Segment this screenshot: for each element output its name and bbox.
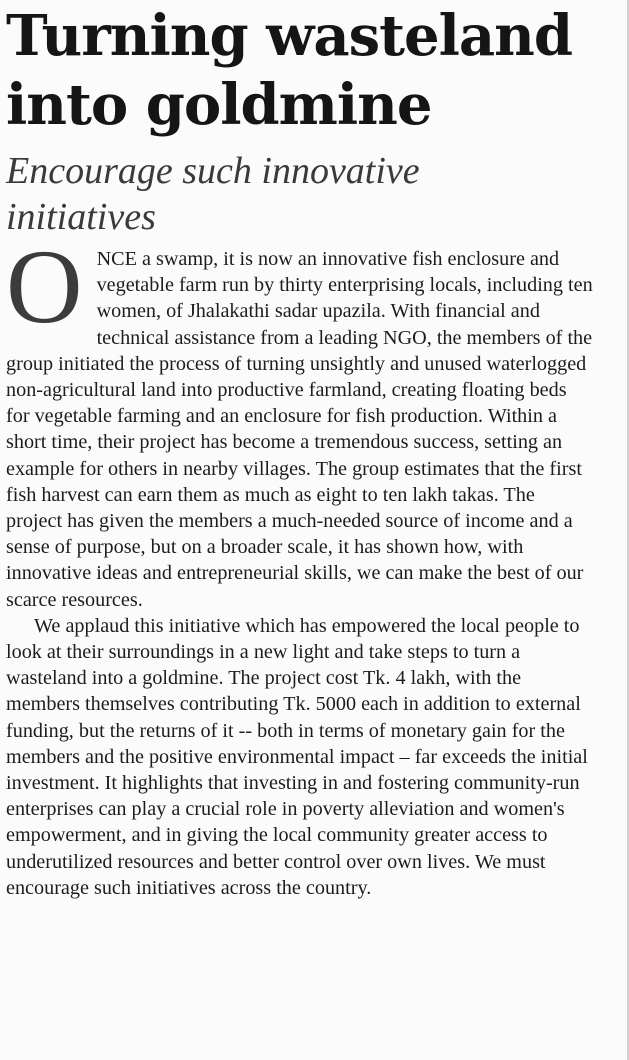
drop-cap: O — [6, 228, 83, 345]
headline: Turning wasteland into goldmine — [6, 3, 573, 138]
paragraph-1-text: NCE a swamp, it is now an innovative fish enclosure and vegetable farm run by thirty enterprising locals, including ten women, of Jhalakathi sadar upazila. With financial and technical assistance from a leading NGO, the members of the group initiated the process of turning unsightly and unused waterlogged non-agricultural land into productive farmland, creating floating beds for vegetable farming and an enclosure for fish production. Within a short time, their project has become a tremendous success, setting an example for others in nearby villages. The group estimates that the first fish harvest can earn them as much as eight to ten lakh takas. The project has given the members a much-needed source of income and a sense of purpose, but on a broader scale, it has shown how, with innovative ideas and entrepreneurial skills, we can make the best of our scarce resources. — [6, 248, 593, 611]
paragraph-2: We applaud this initiative which has empowered the local people to look at their surroundings in a new light and take steps to turn a wasteland into a goldmine. The project cost Tk. 4 lakh, with the members themselves contributing Tk. 5000 each in addition to external funding, but the returns of it -- both in terms of monetary gain for the members and the positive environmental impact – far exceeds the initial investment. It highlights that investing in and fostering community-run enterprises can play a crucial role in poverty alleviation and women's empowerment, and in giving the local community greater access to underutilized resources and better control over own lives. We must encourage such initiatives across the country. — [6, 614, 588, 899]
subheadline: Encourage such innovative initiatives — [6, 150, 420, 238]
paragraph-1 — [6, 228, 594, 613]
article-body — [6, 228, 594, 901]
